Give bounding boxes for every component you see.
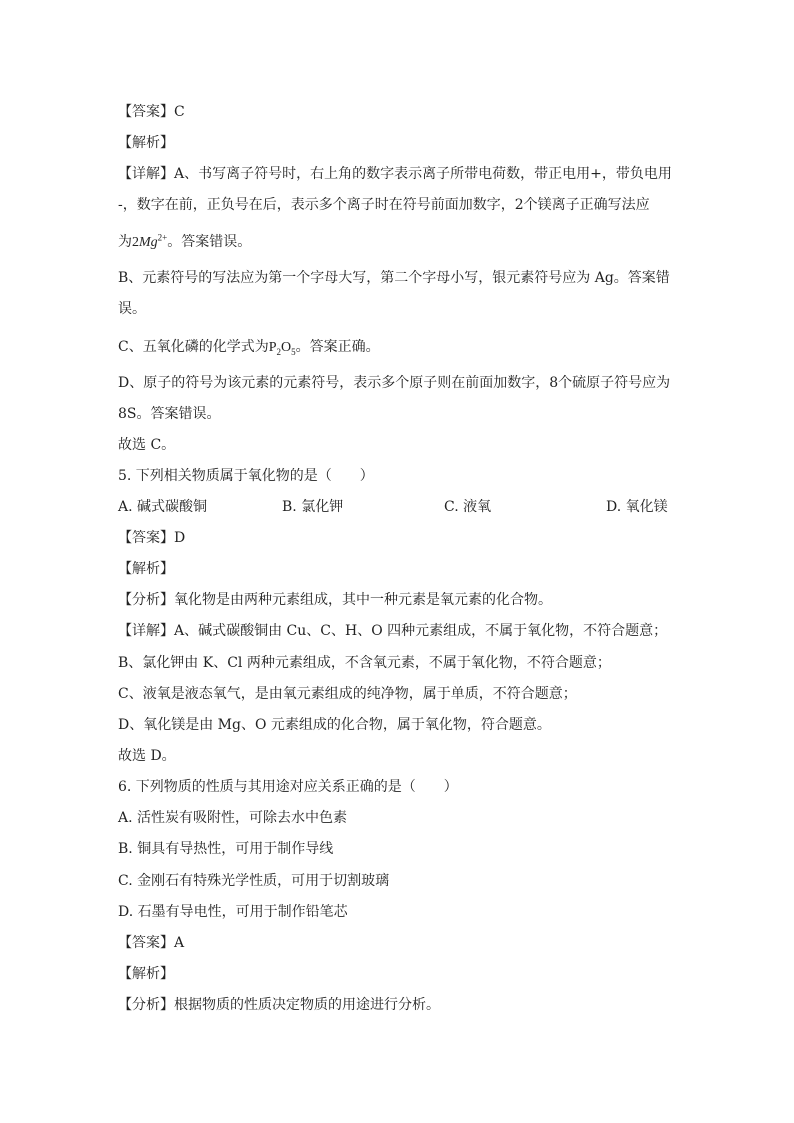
q4-detail-line3-pre: 为 [118, 234, 132, 250]
q4-option-c-line [118, 337, 380, 358]
q4-option-b-line2: 误。 [118, 301, 146, 317]
q4-analysis-label: 【解析】 [118, 135, 174, 151]
formula-p-sub: 2 [276, 346, 282, 357]
q5-option-b: B. 氯化钾 [282, 499, 344, 515]
q5-answer: 【答案】D [118, 530, 186, 546]
q4-detail-line2: -，数字在前，正负号在后，表示多个离子时在符号前面加数字，2个镁离子正确写法应 [118, 197, 650, 213]
q6-analysis-label: 【解析】 [118, 966, 174, 982]
q5-conclusion: 故选 D。 [118, 748, 176, 764]
q5-detail-a: 【详解】A、碱式碳酸铜由 Cu、C、H、O 四种元素组成，不属于氧化物，不符合题意； [118, 623, 668, 639]
q4-option-d-line1: D、原子的符号为该元素的元素符号，表示多个原子则在前面加数字，8个硫原子符号应为 [118, 375, 671, 391]
q6-option-a: A. 活性炭有吸附性，可除去水中色素 [118, 810, 348, 826]
q5-detail-d: D、氧化镁是由 Mg、O 元素组成的化合物，属于氧化物，符合题意。 [118, 717, 551, 733]
formula-p: P [268, 340, 277, 355]
q4-option-b-line1: B、元素符号的写法应为第一个字母大写，第二个字母小写，银元素符号应为 Ag。答案错 [118, 270, 670, 286]
q4-conclusion: 故选 C。 [118, 437, 176, 453]
q4-option-c-pre: C、五氧化磷的化学式为 [118, 339, 269, 355]
q4-detail-line3-post: 。答案错误。 [167, 234, 252, 250]
q5-option-d: D. 氧化镁 [606, 499, 668, 515]
q4-detail-line3 [118, 232, 251, 253]
q6-option-d: D. 石墨有导电性，可用于制作铅笔芯 [118, 904, 348, 920]
q5-option-c: C. 液氧 [444, 499, 492, 515]
q6-answer: 【答案】A [118, 935, 185, 951]
q5-analysis: 【分析】氧化物是由两种元素组成，其中一种元素是氧元素的化合物。 [118, 592, 552, 608]
ion-symbol: Mg [139, 235, 158, 250]
formula-o: O [281, 340, 292, 355]
q6-analysis: 【分析】根据物质的性质决定物质的用途进行分析。 [118, 997, 440, 1013]
q5-stem: 5. 下列相关物质属于氧化物的是（ ） [118, 468, 374, 484]
q6-stem: 6. 下列物质的性质与其用途对应关系正确的是（ ） [118, 779, 458, 795]
q4-option-d-line2: 8S。答案错误。 [118, 406, 221, 422]
q6-option-c: C. 金刚石有特殊光学性质，可用于切割玻璃 [118, 873, 390, 889]
q5-detail-b: B、氯化钾由 K、Cl 两种元素组成，不含氧元素，不属于氧化物，不符合题意； [118, 655, 611, 671]
q5-analysis-label: 【解析】 [118, 561, 174, 577]
formula-o-sub: 5 [291, 346, 296, 357]
ion-coefficient: 2 [132, 235, 139, 250]
q4-answer: 【答案】C [118, 104, 185, 120]
q5-option-a: A. 碱式碳酸铜 [118, 499, 208, 515]
q4-option-c-post: 。答案正确。 [295, 339, 380, 355]
ion-charge: 2+ [157, 232, 168, 243]
q4-detail-line1: 【详解】A、书写离子符号时，右上角的数字表示离子所带电荷数，带正电用+，带负电用 [118, 166, 672, 182]
q6-option-b: B. 铜具有导热性，可用于制作导线 [118, 841, 334, 857]
q5-detail-c: C、液氧是液态氧气，是由氧元素组成的纯净物，属于单质，不符合题意； [118, 686, 577, 702]
